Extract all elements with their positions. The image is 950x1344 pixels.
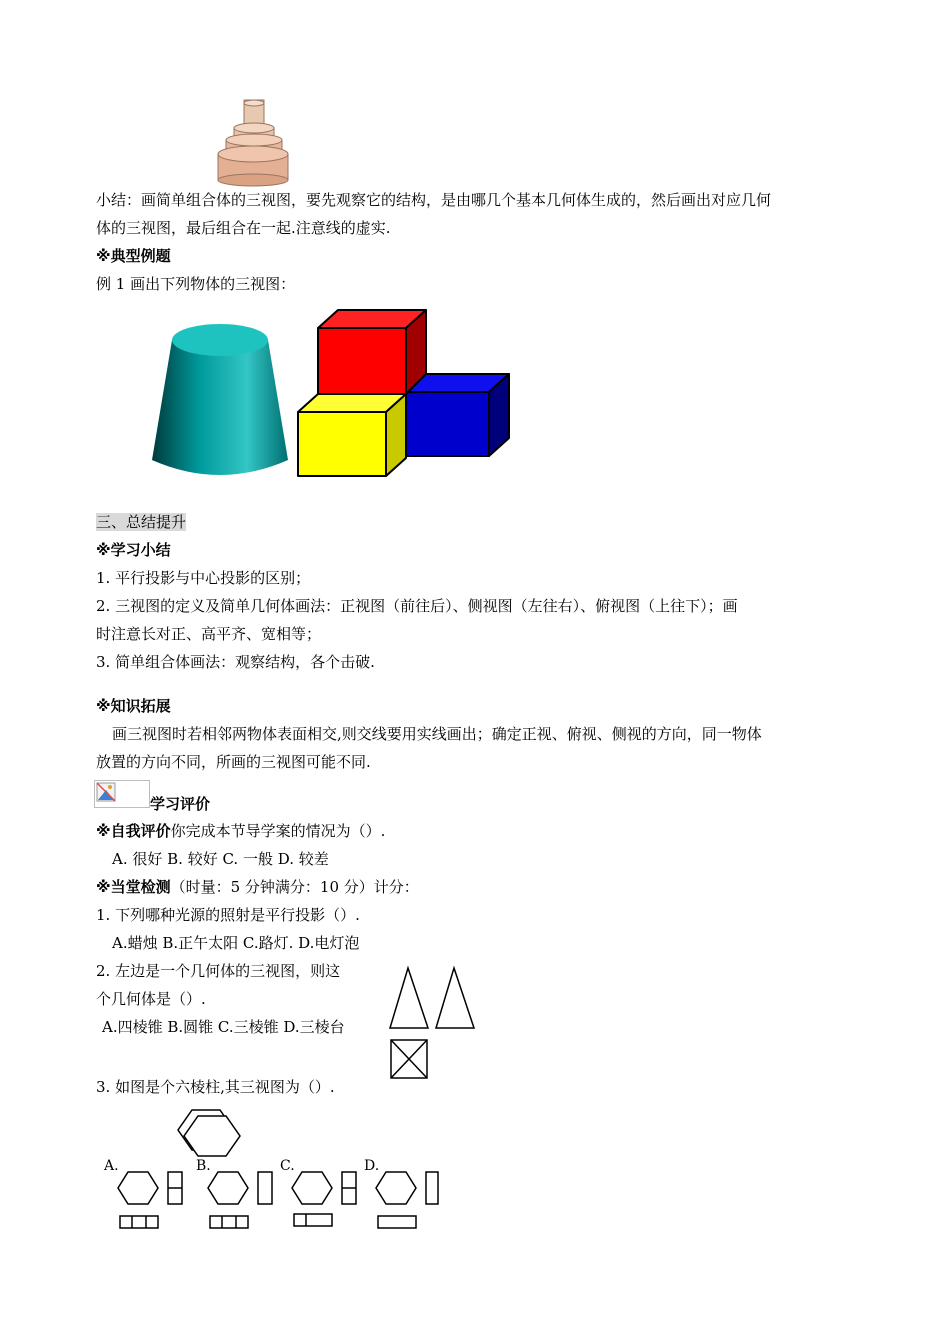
- summary-item-2: 2. 三视图的定义及简单几何体画法：正视图（前往后）、侧视图（左往右）、俯视图（上往下）；画: [96, 597, 738, 615]
- summary-item-3: 3. 简单组合体画法：观察结构，各个击破.: [96, 653, 375, 671]
- question-1: 1. 下列哪种光源的照射是平行投影（）.: [96, 906, 360, 924]
- hexagonal-prism-figure: [178, 1106, 242, 1162]
- question-3: 3. 如图是个六棱柱,其三视图为（）.: [96, 1078, 335, 1096]
- broken-image-icon: [94, 780, 150, 808]
- option-c-views: [292, 1170, 362, 1232]
- self-evaluation-line: ※自我评价你完成本节导学案的情况为（）.: [96, 822, 386, 840]
- study-summary-heading: ※学习小结: [96, 541, 171, 559]
- self-evaluation-options: A. 很好 B. 较好 C. 一般 D. 较差: [112, 850, 329, 868]
- option-c-label: C.: [280, 1158, 295, 1174]
- section-3-heading: 三、总结提升: [96, 513, 187, 531]
- question-2-line-1: 2. 左边是一个几何体的三视图，则这: [96, 962, 341, 980]
- three-view-drawing: [388, 964, 476, 1082]
- option-d-label: D.: [364, 1158, 380, 1174]
- option-b-views: [208, 1170, 278, 1232]
- knowledge-extension-heading: ※知识拓展: [96, 697, 171, 715]
- learning-evaluation-heading: 学习评价: [150, 795, 211, 813]
- option-d-views: [376, 1170, 446, 1232]
- extension-line-2: 放置的方向不同，所画的三视图可能不同.: [96, 753, 371, 771]
- summary-line-1: 小结：画简单组合体的三视图，要先观察它的结构，是由哪几个基本几何体生成的，然后画出对应几何: [96, 191, 772, 209]
- option-a-views: [118, 1170, 188, 1232]
- typical-examples-heading: ※典型例题: [96, 247, 171, 265]
- option-a-label: A.: [104, 1158, 119, 1174]
- stacked-rings-figure: [214, 100, 292, 186]
- option-b-label: B.: [196, 1158, 211, 1174]
- question-2-line-2: 个几何体是（）.: [96, 990, 206, 1008]
- in-class-test-line: ※当堂检测（时量：5 分钟满分：10 分）计分：: [96, 878, 419, 896]
- summary-item-2-cont: 时注意长对正、高平齐、宽相等；: [96, 625, 322, 643]
- extension-line-1: 画三视图时若相邻两物体表面相交,则交线要用实线画出；确定正视、俯视、侧视的方向，同一物体: [112, 725, 762, 743]
- summary-line-2: 体的三视图，最后组合在一起.注意线的虚实.: [96, 219, 391, 237]
- summary-item-1: 1. 平行投影与中心投影的区别；: [96, 569, 311, 587]
- question-2-options: A.四棱锥 B.圆锥 C.三棱锥 D.三棱台: [102, 1018, 345, 1036]
- question-1-options: A.蜡烛 B.正午太阳 C.路灯. D.电灯泡: [112, 934, 360, 952]
- frustum-figure: [150, 318, 290, 480]
- stacked-cubes-figure: [296, 308, 516, 478]
- example-1-text: 例 1 画出下列物体的三视图：: [96, 275, 296, 293]
